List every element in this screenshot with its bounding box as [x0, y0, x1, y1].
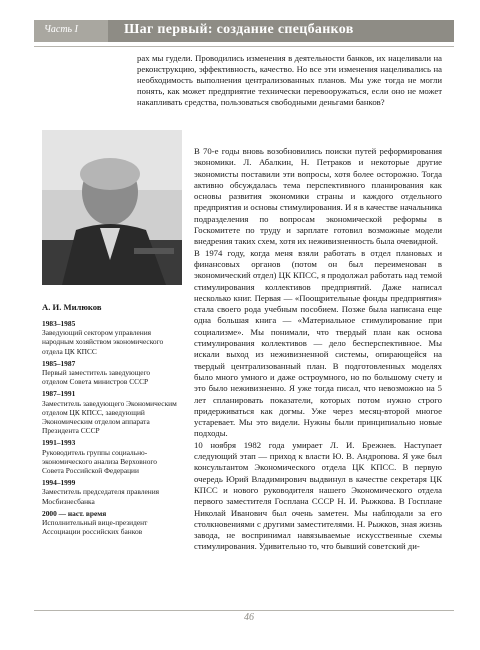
bio-year: 2000 — наст. время [42, 508, 107, 518]
bio-text: Заместитель заведующего Экономическим отделом ЦК КПСС, заведующий Экономическим отделом аппарата Президента СССР [42, 398, 177, 436]
bio-text: Заместитель председателя правления Мосбизнесбанка [42, 487, 160, 506]
bio-year: 1985–1987 [42, 358, 76, 368]
bio-text: Исполнительный вице-президент Ассоциации российских банков [42, 518, 148, 537]
biography-list [42, 319, 177, 539]
paragraph: 10 ноября 1982 года умирает Л. И. Брежнев. Наступает следующий этап — приход к власти Ю. В. Андропова. Я уже был консультантом Экономического отдела ЦК КПСС. В первую очередь Юрий Владимирович выдвинул в качестве секретаря ЦК КПСС и нового руководителя нашего Экономического отдела первого заместителя Госплана СССР Н. И. Рыжкова. В Госплане Николай Иванович был очень заметен. Мы наблюдали за его столкновениями с другими заместителями. Н. Рыжков, зная жизнь завода, не воспринимал навязываемые искусственные схемы стимулирования. Удивительно то, что бывший советский ди- [194, 439, 442, 552]
photo-caption-name: А. И. Милюков [42, 302, 102, 312]
chapter-tab [34, 20, 108, 42]
portrait-illustration [42, 130, 182, 285]
body-text-top [137, 53, 442, 108]
bio-year: 1987–1991 [42, 389, 76, 399]
bio-text: Заведующий сектором управления народным хозяйством экономического отдела ЦК КПСС [42, 328, 164, 356]
bio-entry [42, 319, 177, 356]
bio-year: 1994–1999 [42, 478, 76, 488]
bio-entry [42, 359, 177, 387]
bio-text: Руководитель группы социально-экономического анализа Верховного Совета Российской Федерации [42, 447, 157, 476]
page-number: 46 [244, 612, 254, 623]
body-text-main [194, 146, 442, 553]
bio-entry [42, 438, 177, 475]
paragraph: рах мы гудели. Проводились изменения в деятельности банков, их нацеливали на реконструкцию, эффективность, качество. Но все эти изменения нацеливались на необходимость выполнения централизованных планов. Мы уже тогда не могли понять, как может предприятие технически перевооружаться, если оно не может накапливать средства, пользоваться свободными деньгами банков? [137, 53, 442, 107]
bio-year: 1991–1993 [42, 438, 76, 448]
paragraph: В 1974 году, когда меня взяли работать в отдел плановых и финансовых органов (потом он был переименован в экономический отдел) ЦК КПСС, я продолжал работать над темой стимулирования коллективов предприятий. Даже написал несколько книг. Первая — «Поощрительные фонды предприятия» стала своего рода учебным пособием. Позже была написана еще одна большая книга — «Материальное стимулирование при социализме». Мы понимали, что твердый план как основа стимулирования коллективов — дело бесперспективное. Мы искали выход из неживизненной системы, опирающейся на твердый централизованный план. В подготовленных моделях было много умного и даже остроумного, но по большому счету и это было неживизненно. Я уже тогда писал, что невозможно на 5 лет спланировать показатели, которых потом нужно строго придерживаться как догмы. Уже через месяц-второй многое устаревает. Мы это видели. Нужны были принципиально новые подходы. [194, 247, 442, 439]
paragraph: В 70-е годы вновь возобновились поиски путей реформирования экономики. Л. Абалкин, Н. Петраков и некоторые другие экономисты поставили эти вопросы, хотя более осторожно. Тогда активно обсуждалась тема перспективного планирования как основы развития экономики страны и каждого отдельного предприятия и основы стимулирования. И я в качестве начальника подразделения по вопросам экономической реформы в Госкомитете по труду и зарплате готовил возможные модели внедрения таких схем, хотя их неживизненность была очевидной. [194, 146, 442, 247]
footer-rule [34, 610, 454, 611]
bio-entry [42, 509, 177, 537]
bio-entry [42, 389, 177, 435]
bio-entry [42, 478, 177, 506]
header-rule [34, 46, 454, 47]
section-title: Шаг первый: создание спецбанков [124, 22, 354, 37]
chapter-label: Часть I [44, 24, 78, 35]
bio-text: Первый заместитель заведующего отделом Совета министров СССР [42, 368, 151, 387]
bio-year: 1983–1985 [42, 319, 76, 328]
book-page [34, 20, 454, 632]
running-header [34, 20, 454, 42]
portrait-photo [42, 130, 182, 285]
